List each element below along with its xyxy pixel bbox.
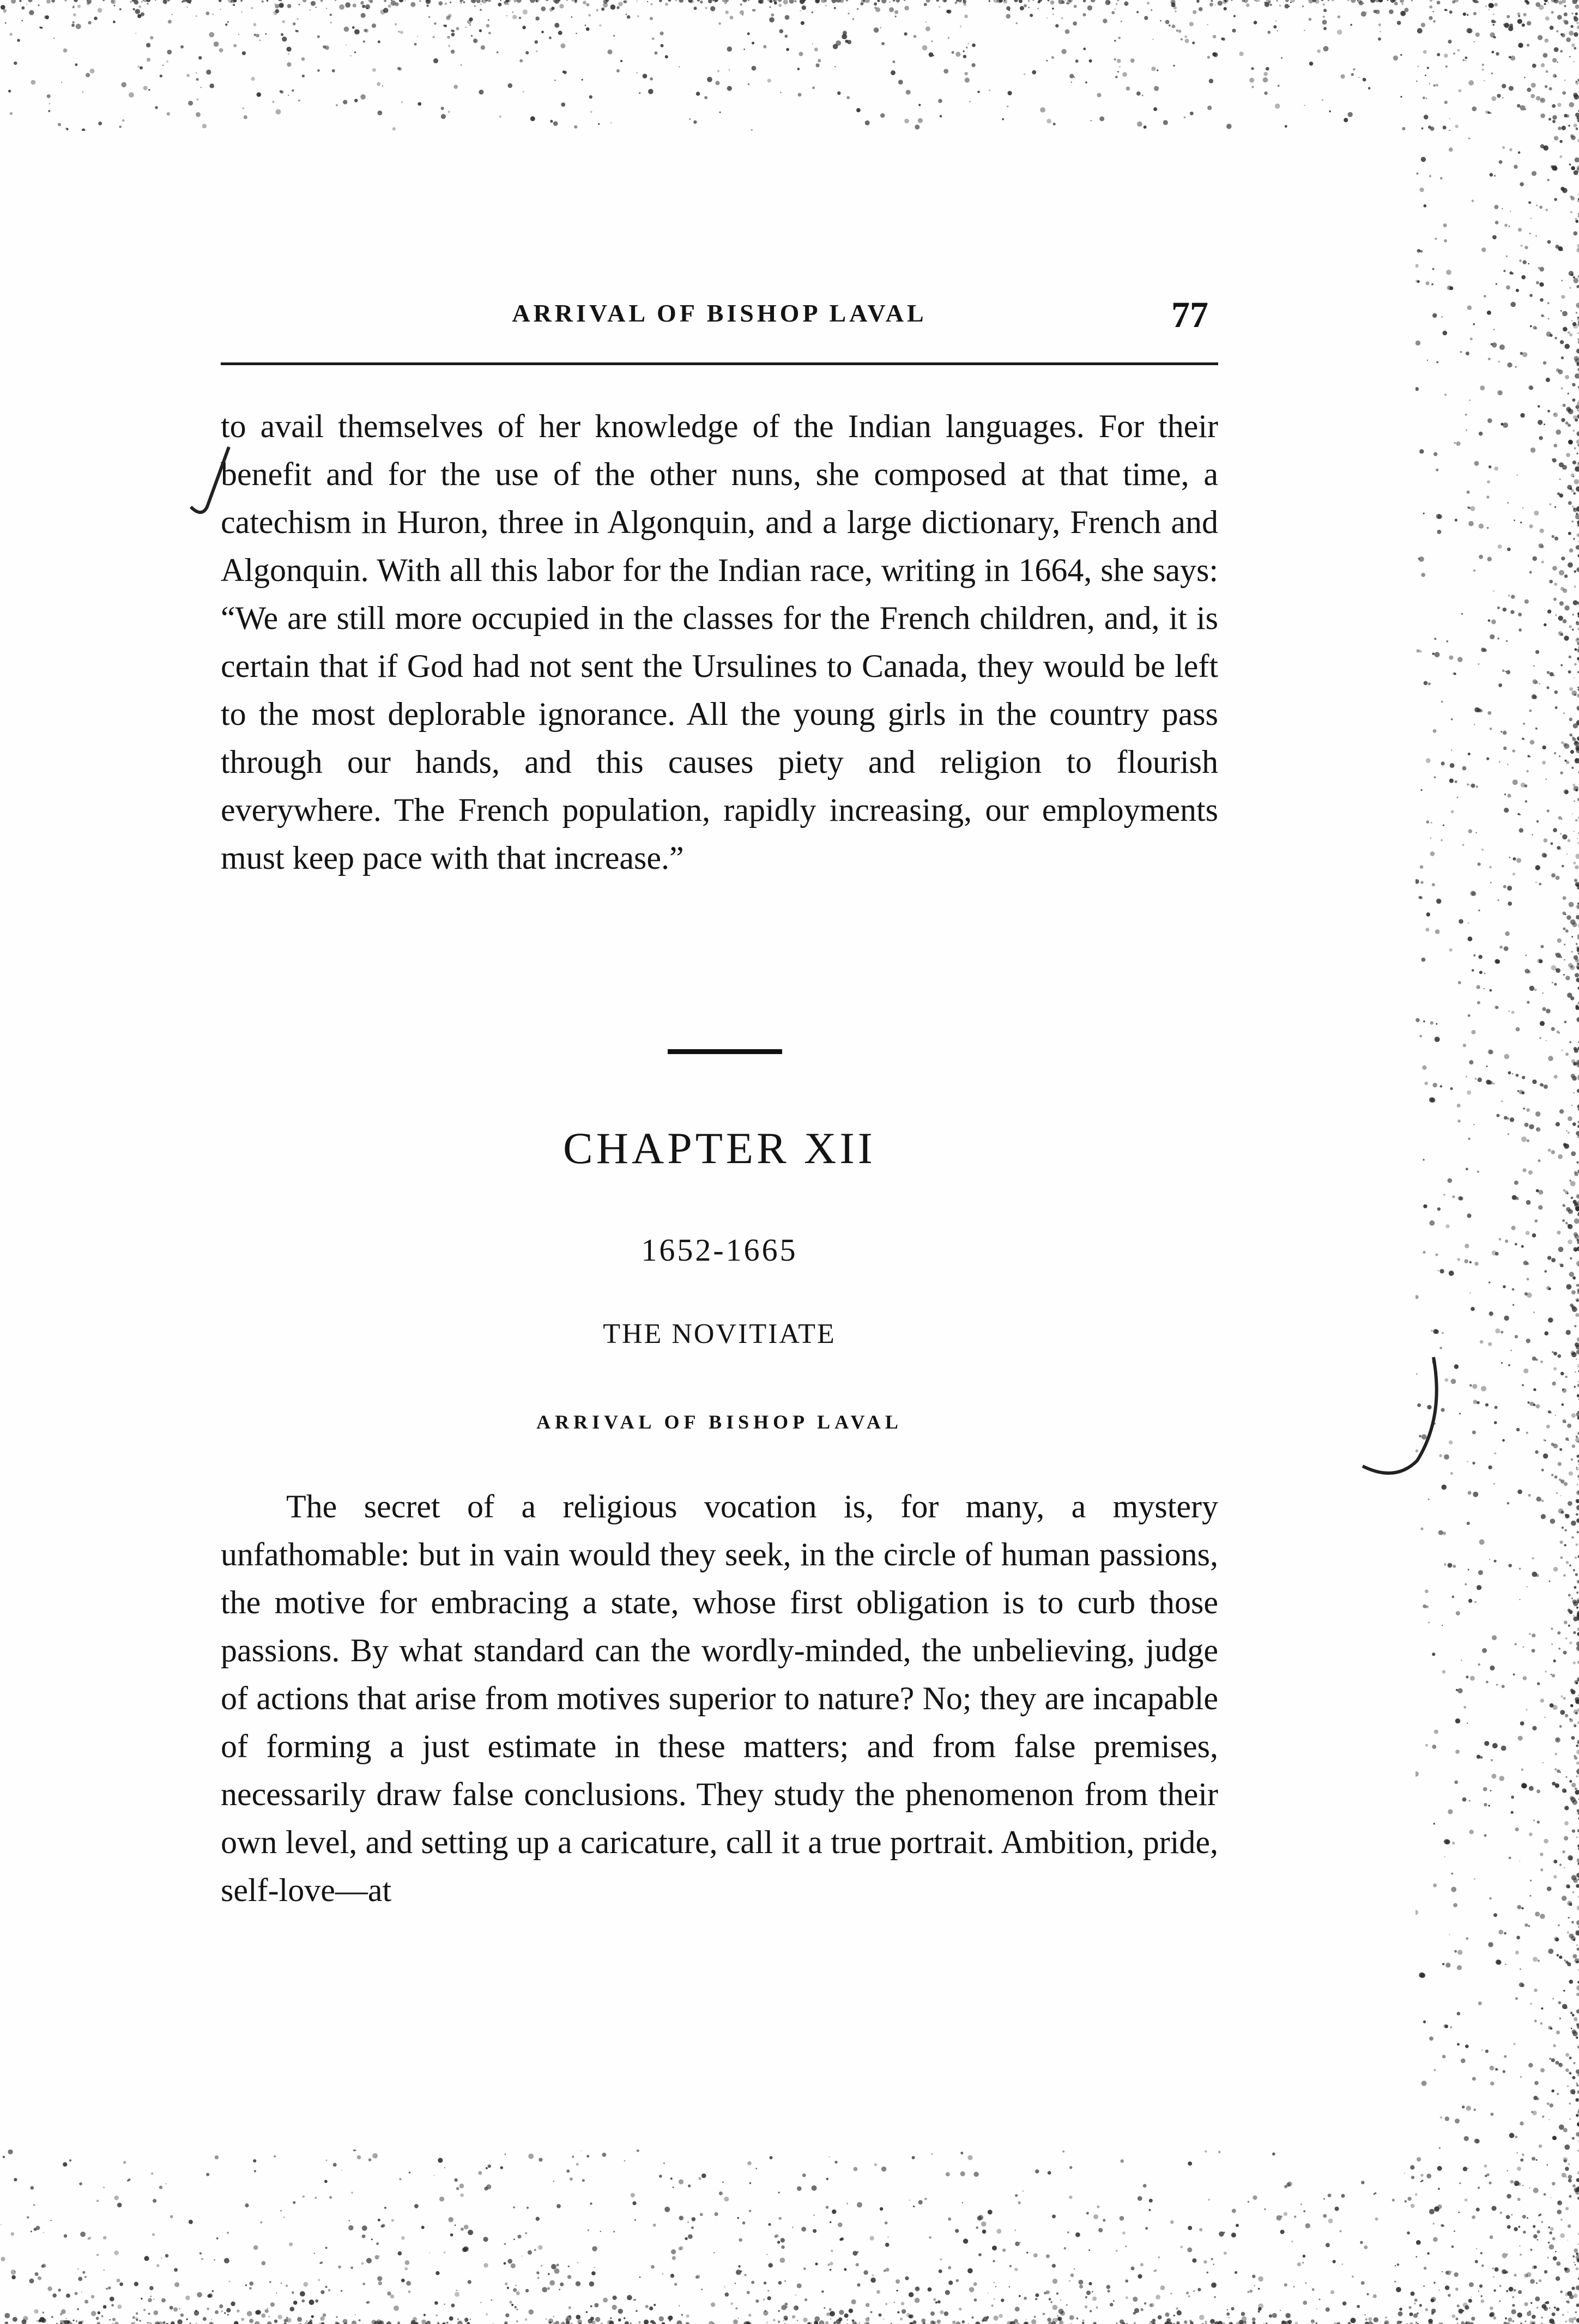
margin-pen-mark [185,441,234,529]
chapter-paragraph-text: The secret of a religious vocation is, for many, a mystery unfathomable: but in vain would they seek, in the circle of human passions, the motive for embracing a state, whose first obligation is to curb those passions. By what standard can the wordly-minded, the unbelieving, judge of actions that arise from motives superior to nature? No; they are incapable of forming a just estimate in these matters; and from false premises, necessarily draw false conclusions. They study the phenomenon from their own level, and setting up a caricature, call it a true portrait. Ambition, pride, self-love—at [221,1488,1218,1908]
chapter-subtitle: THE NOVITIATE [603,1318,836,1349]
scan-noise-right [1415,0,1579,2324]
continued-paragraph-text: to avail themselves of her knowledge of the Indian languages. For their benefit and for the use of the other nuns, she composed at that time, a catechism in Huron, three in Algonquin, and a large dictionary, French and Algonquin. With all this labor for the Indian race, writing in 1664, she says: “We are still more occupied in the classes for the French children, and, it is certain that if God had not sent the Ursulines to Canada, they would be left to the most deplorable ignorance. All the young girls in the country pass through our hands, and this causes piety and religion to flourish everywhere. The French population, rapidly increasing, our employments must keep pace with that increase.” [221,408,1218,876]
chapter-dates: 1652-1665 [641,1232,798,1268]
scan-noise-bottom [0,2150,1579,2324]
margin-bracket-mark [1352,1352,1461,1493]
continued-paragraph [221,402,1218,882]
chapter-heading: CHAPTER XII [563,1123,876,1173]
chapter-subsubtitle: ARRIVAL OF BISHOP LAVAL [536,1411,903,1433]
chapter-paragraph [221,1482,1218,1914]
chapter-divider [668,1049,782,1054]
running-title: ARRIVAL OF BISHOP LAVAL [512,299,927,327]
running-header [221,294,1218,342]
page-number: 77 [1171,294,1208,335]
scan-noise-top [0,0,1579,131]
header-rule [221,362,1218,365]
